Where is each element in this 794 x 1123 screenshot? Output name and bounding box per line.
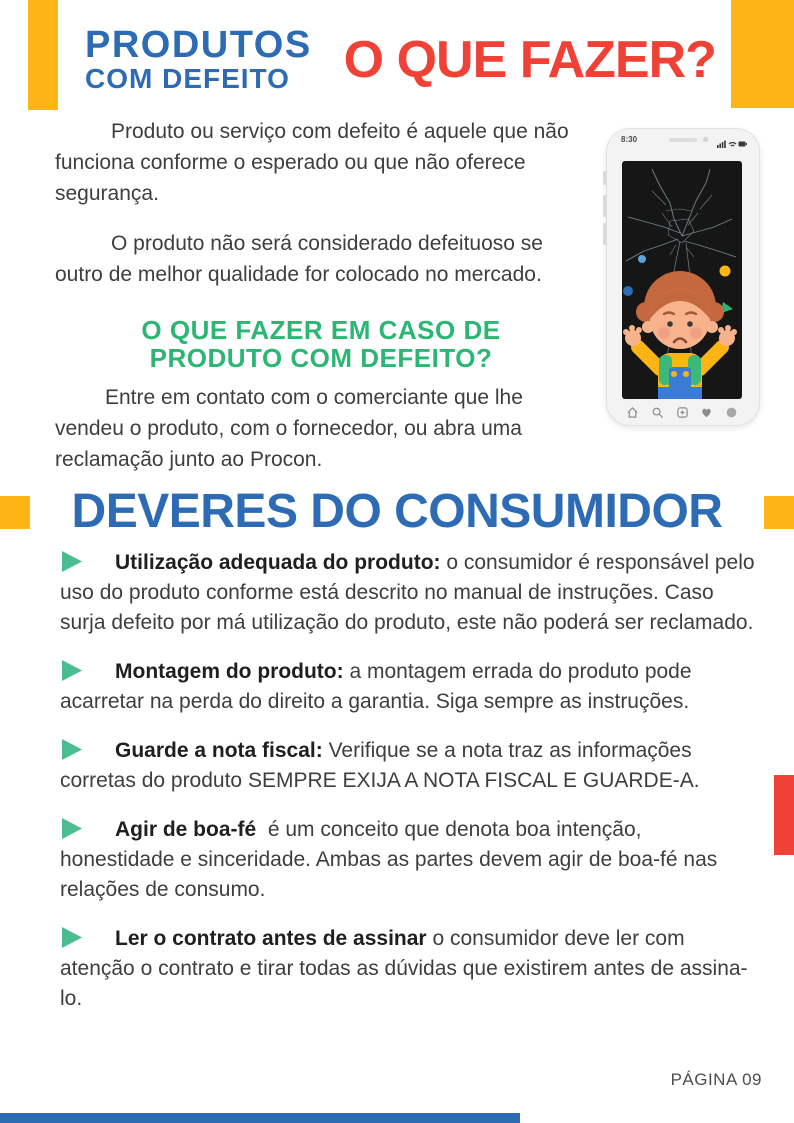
title-line1: PRODUTOS: [85, 24, 312, 66]
wifi-icon: [729, 143, 736, 147]
search-icon: [651, 406, 664, 419]
bullet-triangle-icon: [62, 818, 82, 839]
duty-body: a montagem errada do produto pode acarretar na perda do direito a garantia. Siga sempre as instruções.: [60, 660, 692, 713]
confetti-dot-lightblue: [638, 255, 646, 263]
duty-body: o consumidor é responsável pelo uso do produto conforme está descrito no manual de instruções. Caso surja defeito por má utilização do produto, este não poderá ser reclamado.: [60, 551, 755, 634]
profile-icon: [725, 406, 738, 419]
home-icon: [626, 406, 639, 419]
defect-heading-line1: O QUE FAZER EM CASO DE: [141, 315, 501, 345]
duty-body: Verifique se a nota traz as informações corretas do produto SEMPRE EXIJA A NOTA FISCAL E GUARDE-A.: [60, 739, 700, 792]
phone-illustration: [606, 128, 760, 426]
duty-lead: Agir de boa-fé: [115, 818, 257, 841]
battery-icon: [739, 142, 748, 147]
defect-section-heading: [55, 316, 587, 372]
intro-paragraph-1: Produto ou serviço com defeito é aquele que não funciona conforme o esperado ou que não oferece segurança.: [55, 120, 569, 205]
duty-item: [60, 815, 757, 905]
bullet-triangle-icon: [62, 739, 82, 760]
decorative-yellow-bar-duties-right: [764, 496, 794, 529]
phone-side-button: [603, 171, 607, 185]
phone-side-button: [603, 195, 607, 217]
title-line2: COM DEFEITO: [85, 62, 290, 94]
signal-icon: [717, 141, 726, 149]
page-title-right: O QUE FAZER?: [343, 30, 716, 89]
duty-item: [60, 657, 757, 717]
bullet-triangle-icon: [62, 551, 82, 572]
decorative-blue-bar-bottom: [0, 1113, 520, 1123]
duties-section-heading: DEVERES DO CONSUMIDOR: [71, 485, 723, 538]
add-post-icon: [676, 406, 689, 419]
phone-screen: [622, 161, 742, 399]
defect-heading-line2: PRODUTO COM DEFEITO?: [149, 343, 493, 373]
duty-body: é um conceito que denota boa intenção, honestidade e sinceridade. Ambas as partes devem agir de boa-fé nas relações de consumo.: [60, 818, 718, 901]
heart-icon: [700, 406, 713, 419]
duty-lead: Utilização adequada do produto:: [115, 551, 441, 574]
duty-lead: Montagem do produto:: [115, 660, 344, 683]
decorative-yellow-bar-duties-left: [0, 496, 30, 529]
phone-side-button: [603, 223, 607, 245]
confetti-dot-yellow: [720, 266, 731, 277]
duty-body: o consumidor deve ler com atenção o contrato e tirar todas as dúvidas que existirem antes de assina-lo.: [60, 927, 748, 1010]
duty-lead: Guarde a nota fiscal:: [115, 739, 323, 762]
bullet-triangle-icon: [62, 927, 82, 948]
intro-section: [55, 116, 587, 309]
duty-item: [60, 924, 757, 1014]
phone-clock: 8:30: [621, 135, 638, 144]
bullet-triangle-icon: [62, 660, 82, 681]
duty-item: [60, 548, 757, 638]
duty-item: [60, 736, 757, 796]
page-header: [85, 26, 725, 93]
decorative-red-bar-right: [774, 775, 794, 855]
confetti-dot-blue: [623, 286, 633, 296]
phone-status-icons: [717, 135, 747, 153]
child-illustration: [623, 271, 737, 399]
intro-paragraph-2: O produto não será considerado defeituoso se outro de melhor qualidade for colocado no mercado.: [55, 232, 543, 286]
phone-nav-bar: [622, 402, 742, 422]
duty-lead: Ler o contrato antes de assinar: [115, 927, 427, 950]
duties-list: [60, 548, 757, 1033]
decorative-yellow-bar-top-left: [28, 0, 58, 110]
defect-section-paragraph: Entre em contato com o comerciante que lhe vendeu o produto, com o fornecedor, ou abra uma reclamação junto ao Procon.: [55, 386, 523, 471]
phone-camera-dot: [703, 137, 708, 142]
decorative-yellow-bar-top-right: [731, 0, 794, 108]
page-number-label: PÁGINA 09: [670, 1070, 762, 1089]
phone-speaker-notch: [669, 138, 697, 142]
page-title-left: [85, 26, 312, 93]
